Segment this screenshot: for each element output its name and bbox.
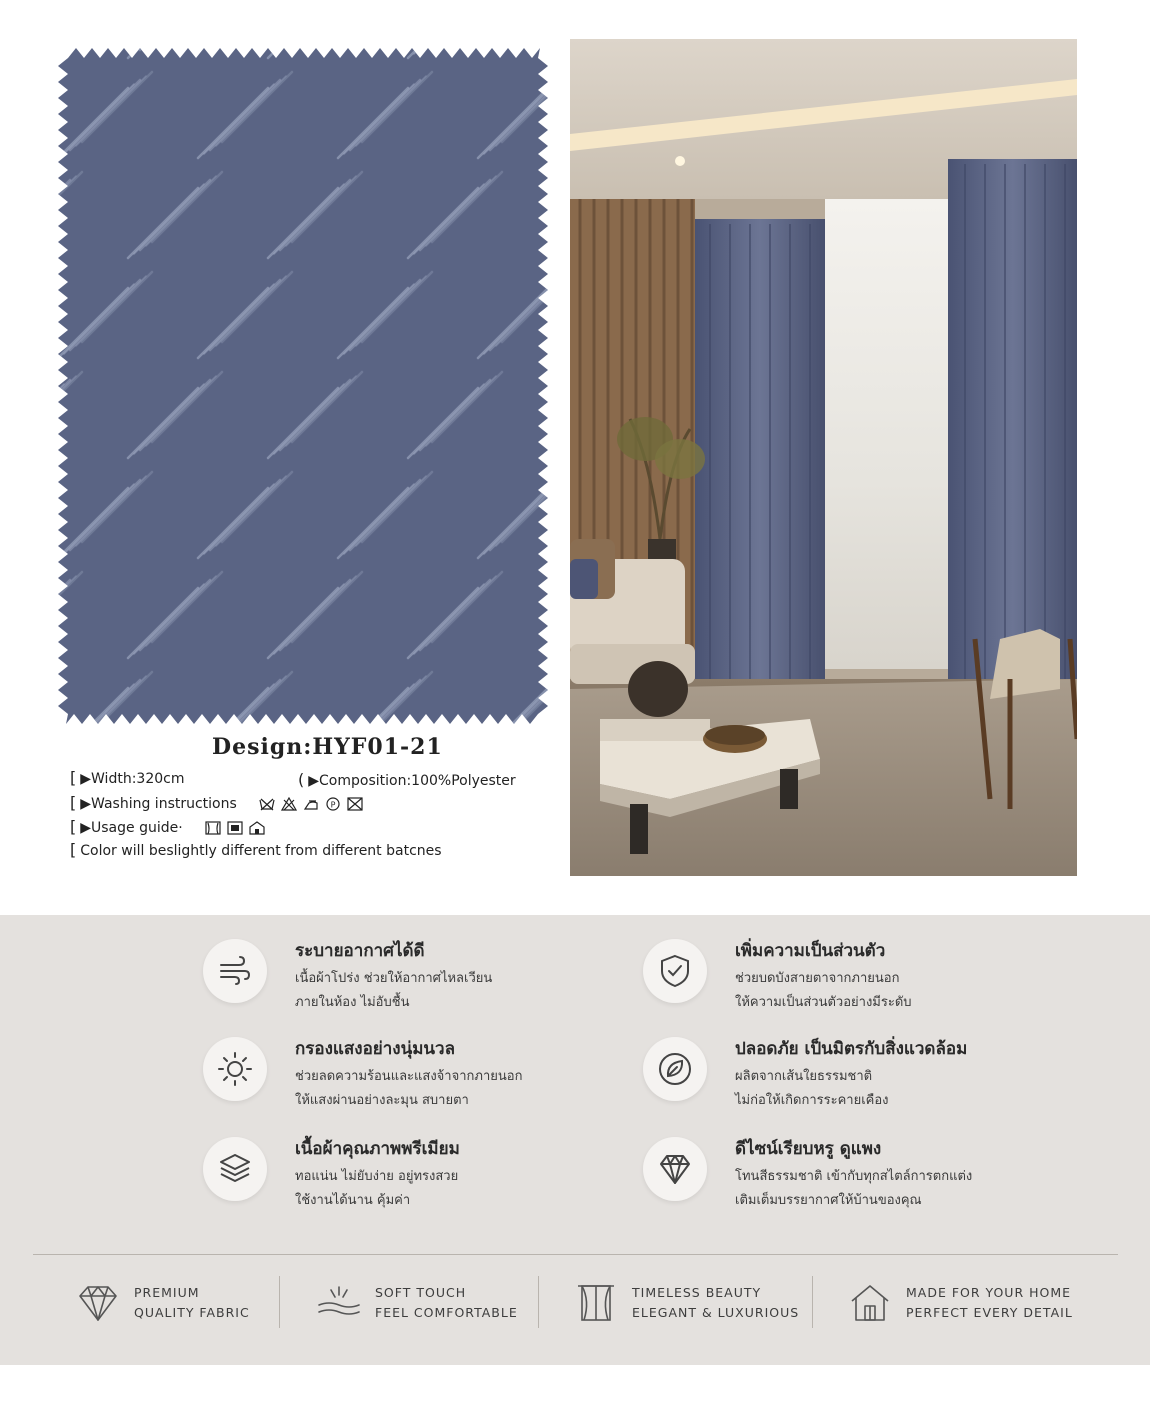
- feature-desc-line: เติมเต็มบรรยากาศให้บ้านของคุณ: [735, 1193, 922, 1208]
- badge-text: [906, 1283, 1073, 1323]
- sun-icon: [217, 1051, 253, 1087]
- badge-separator: [812, 1276, 813, 1328]
- feature-desc-line: ภายในห้อง ไม่อับชื้น: [295, 995, 410, 1010]
- pattern-stroke: [58, 48, 64, 54]
- usage-icons: [205, 821, 265, 835]
- badge-line: MADE FOR YOUR HOME: [906, 1285, 1072, 1300]
- badge-line: ELEGANT & LUXURIOUS: [632, 1305, 800, 1320]
- feature-desc-line: ผลิตจากเส้นใยธรรมชาติ: [735, 1069, 873, 1084]
- feature-desc-line: ช่วยบดบังสายตาจากภายนอก: [735, 971, 900, 986]
- feature-title: ปลอดภัย เป็นมิตรกับสิ่งแวดล้อม: [735, 1039, 968, 1059]
- curtain-usage-icon: [205, 821, 221, 835]
- spec-composition-text: ▶Composition:100%Polyester: [308, 773, 516, 789]
- feature-title: ระบายอากาศได้ดี: [295, 941, 425, 961]
- badge-line: QUALITY FABRIC: [134, 1305, 250, 1320]
- room-photo: [570, 39, 1077, 876]
- no-tumble-dry-icon: [347, 797, 363, 811]
- spec-washing: [ ▶Washing instructions P: [70, 793, 363, 812]
- diamond-icon: [76, 1281, 120, 1325]
- pattern-stroke: [58, 48, 70, 50]
- feature-icon-wrap: [643, 939, 707, 1003]
- washing-icons: [259, 797, 363, 811]
- divider: [33, 1254, 1118, 1255]
- feature-title: กรองแสงอย่างนุ่มนวล: [295, 1039, 455, 1059]
- feature-desc-line: ให้ความเป็นส่วนตัวอย่างมีระดับ: [735, 995, 912, 1010]
- badge-text: [134, 1283, 250, 1323]
- no-wash-icon: [259, 797, 275, 811]
- fabric-swatch: [58, 48, 548, 724]
- feature-title: เพิ่มความเป็นส่วนตัว: [735, 941, 886, 961]
- badge-line: FEEL COMFORTABLE: [375, 1305, 518, 1320]
- feature-premium: [203, 1135, 623, 1225]
- window-curtain-icon: [574, 1281, 618, 1325]
- spec-composition: ( ▶Composition:100%Polyester: [298, 770, 516, 789]
- no-bleach-icon: [281, 797, 297, 811]
- badge-separator: [279, 1276, 280, 1328]
- design-title: Design:HYF01-21: [212, 734, 443, 760]
- spec-note: [ Color will beslightly different from different batcnes: [70, 840, 442, 859]
- feature-privacy: [643, 937, 1063, 1027]
- dry-clean-p-icon: [325, 797, 341, 811]
- badge-line: SOFT TOUCH: [375, 1285, 467, 1300]
- house-icon: [848, 1281, 892, 1325]
- badge-line: TIMELESS BEAUTY: [632, 1285, 762, 1300]
- feature-desc-line: ไม่ก่อให้เกิดการระคายเคือง: [735, 1093, 889, 1108]
- feature-design: [643, 1135, 1063, 1225]
- pattern-stroke: [420, 48, 490, 50]
- wind-icon: [217, 953, 253, 989]
- footer-space: [0, 1365, 1150, 1424]
- feature-desc: [295, 1065, 522, 1113]
- feature-title: ดีไซน์เรียบหรู ดูแพง: [735, 1139, 882, 1159]
- svg-text:P: P: [330, 800, 336, 810]
- feature-light-filter: [203, 1035, 623, 1125]
- badge-text: [632, 1283, 799, 1323]
- spec-note-text: Color will beslightly different from different batcnes: [80, 843, 442, 859]
- feature-title: เนื้อผ้าคุณภาพพรีเมียม: [295, 1139, 460, 1159]
- badge-timeless: [574, 1280, 799, 1326]
- feather-icon: [317, 1281, 361, 1325]
- feature-desc-line: ช่วยลดความร้อนและแสงจ้าจากภายนอก: [295, 1069, 523, 1084]
- pattern-stroke: [140, 48, 210, 50]
- badge-line: PREMIUM: [134, 1285, 200, 1300]
- leaf-icon: [657, 1051, 693, 1087]
- feature-eco: [643, 1035, 1063, 1125]
- room-usage-icon: [249, 821, 265, 835]
- spec-width: [ ▶Width:320cm: [70, 768, 185, 787]
- feature-icon-wrap: [203, 939, 267, 1003]
- feature-desc-line: เนื้อผ้าโปร่ง ช่วยให้อากาศไหลเวียน: [295, 971, 493, 986]
- feature-desc-line: โทนสีธรรมชาติ เข้ากับทุกสไตล์การตกแต่ง: [735, 1169, 973, 1184]
- spec-usage-text: ▶Usage guide·: [80, 820, 183, 836]
- spec-width-text: ▶Width:320cm: [80, 771, 185, 787]
- spec-usage: [ ▶Usage guide·: [70, 817, 265, 836]
- diamond-icon: [657, 1151, 693, 1187]
- feature-desc: [295, 967, 492, 1015]
- feature-desc: [735, 967, 912, 1015]
- badge-line: PERFECT EVERY DETAIL: [906, 1305, 1073, 1320]
- feature-icon-wrap: [203, 1037, 267, 1101]
- feature-desc: [295, 1165, 458, 1213]
- feature-desc-line: ทอแน่น ไม่ยับง่าย อยู่ทรงสวย: [295, 1169, 459, 1184]
- feature-icon-wrap: [643, 1137, 707, 1201]
- badge-home: [848, 1280, 1073, 1326]
- badge-separator: [538, 1276, 539, 1328]
- layers-icon: [217, 1151, 253, 1187]
- room-illustration: [570, 39, 1077, 876]
- feature-icon-wrap: [203, 1137, 267, 1201]
- feature-desc: [735, 1065, 889, 1113]
- badge-text: [375, 1283, 518, 1323]
- shield-check-icon: [657, 953, 693, 989]
- badge-soft-touch: [317, 1280, 518, 1326]
- feature-breathable: [203, 937, 623, 1027]
- window-usage-icon: [227, 821, 243, 835]
- feature-desc-line: ให้แสงผ่านอย่างละมุน สบายตา: [295, 1093, 469, 1108]
- badge-premium: [76, 1280, 250, 1326]
- feature-desc: [735, 1165, 972, 1213]
- spec-washing-text: ▶Washing instructions: [80, 796, 237, 812]
- feature-desc-line: ใช้งานได้นาน คุ้มค่า: [295, 1193, 411, 1208]
- iron-icon: [303, 797, 319, 811]
- feature-icon-wrap: [643, 1037, 707, 1101]
